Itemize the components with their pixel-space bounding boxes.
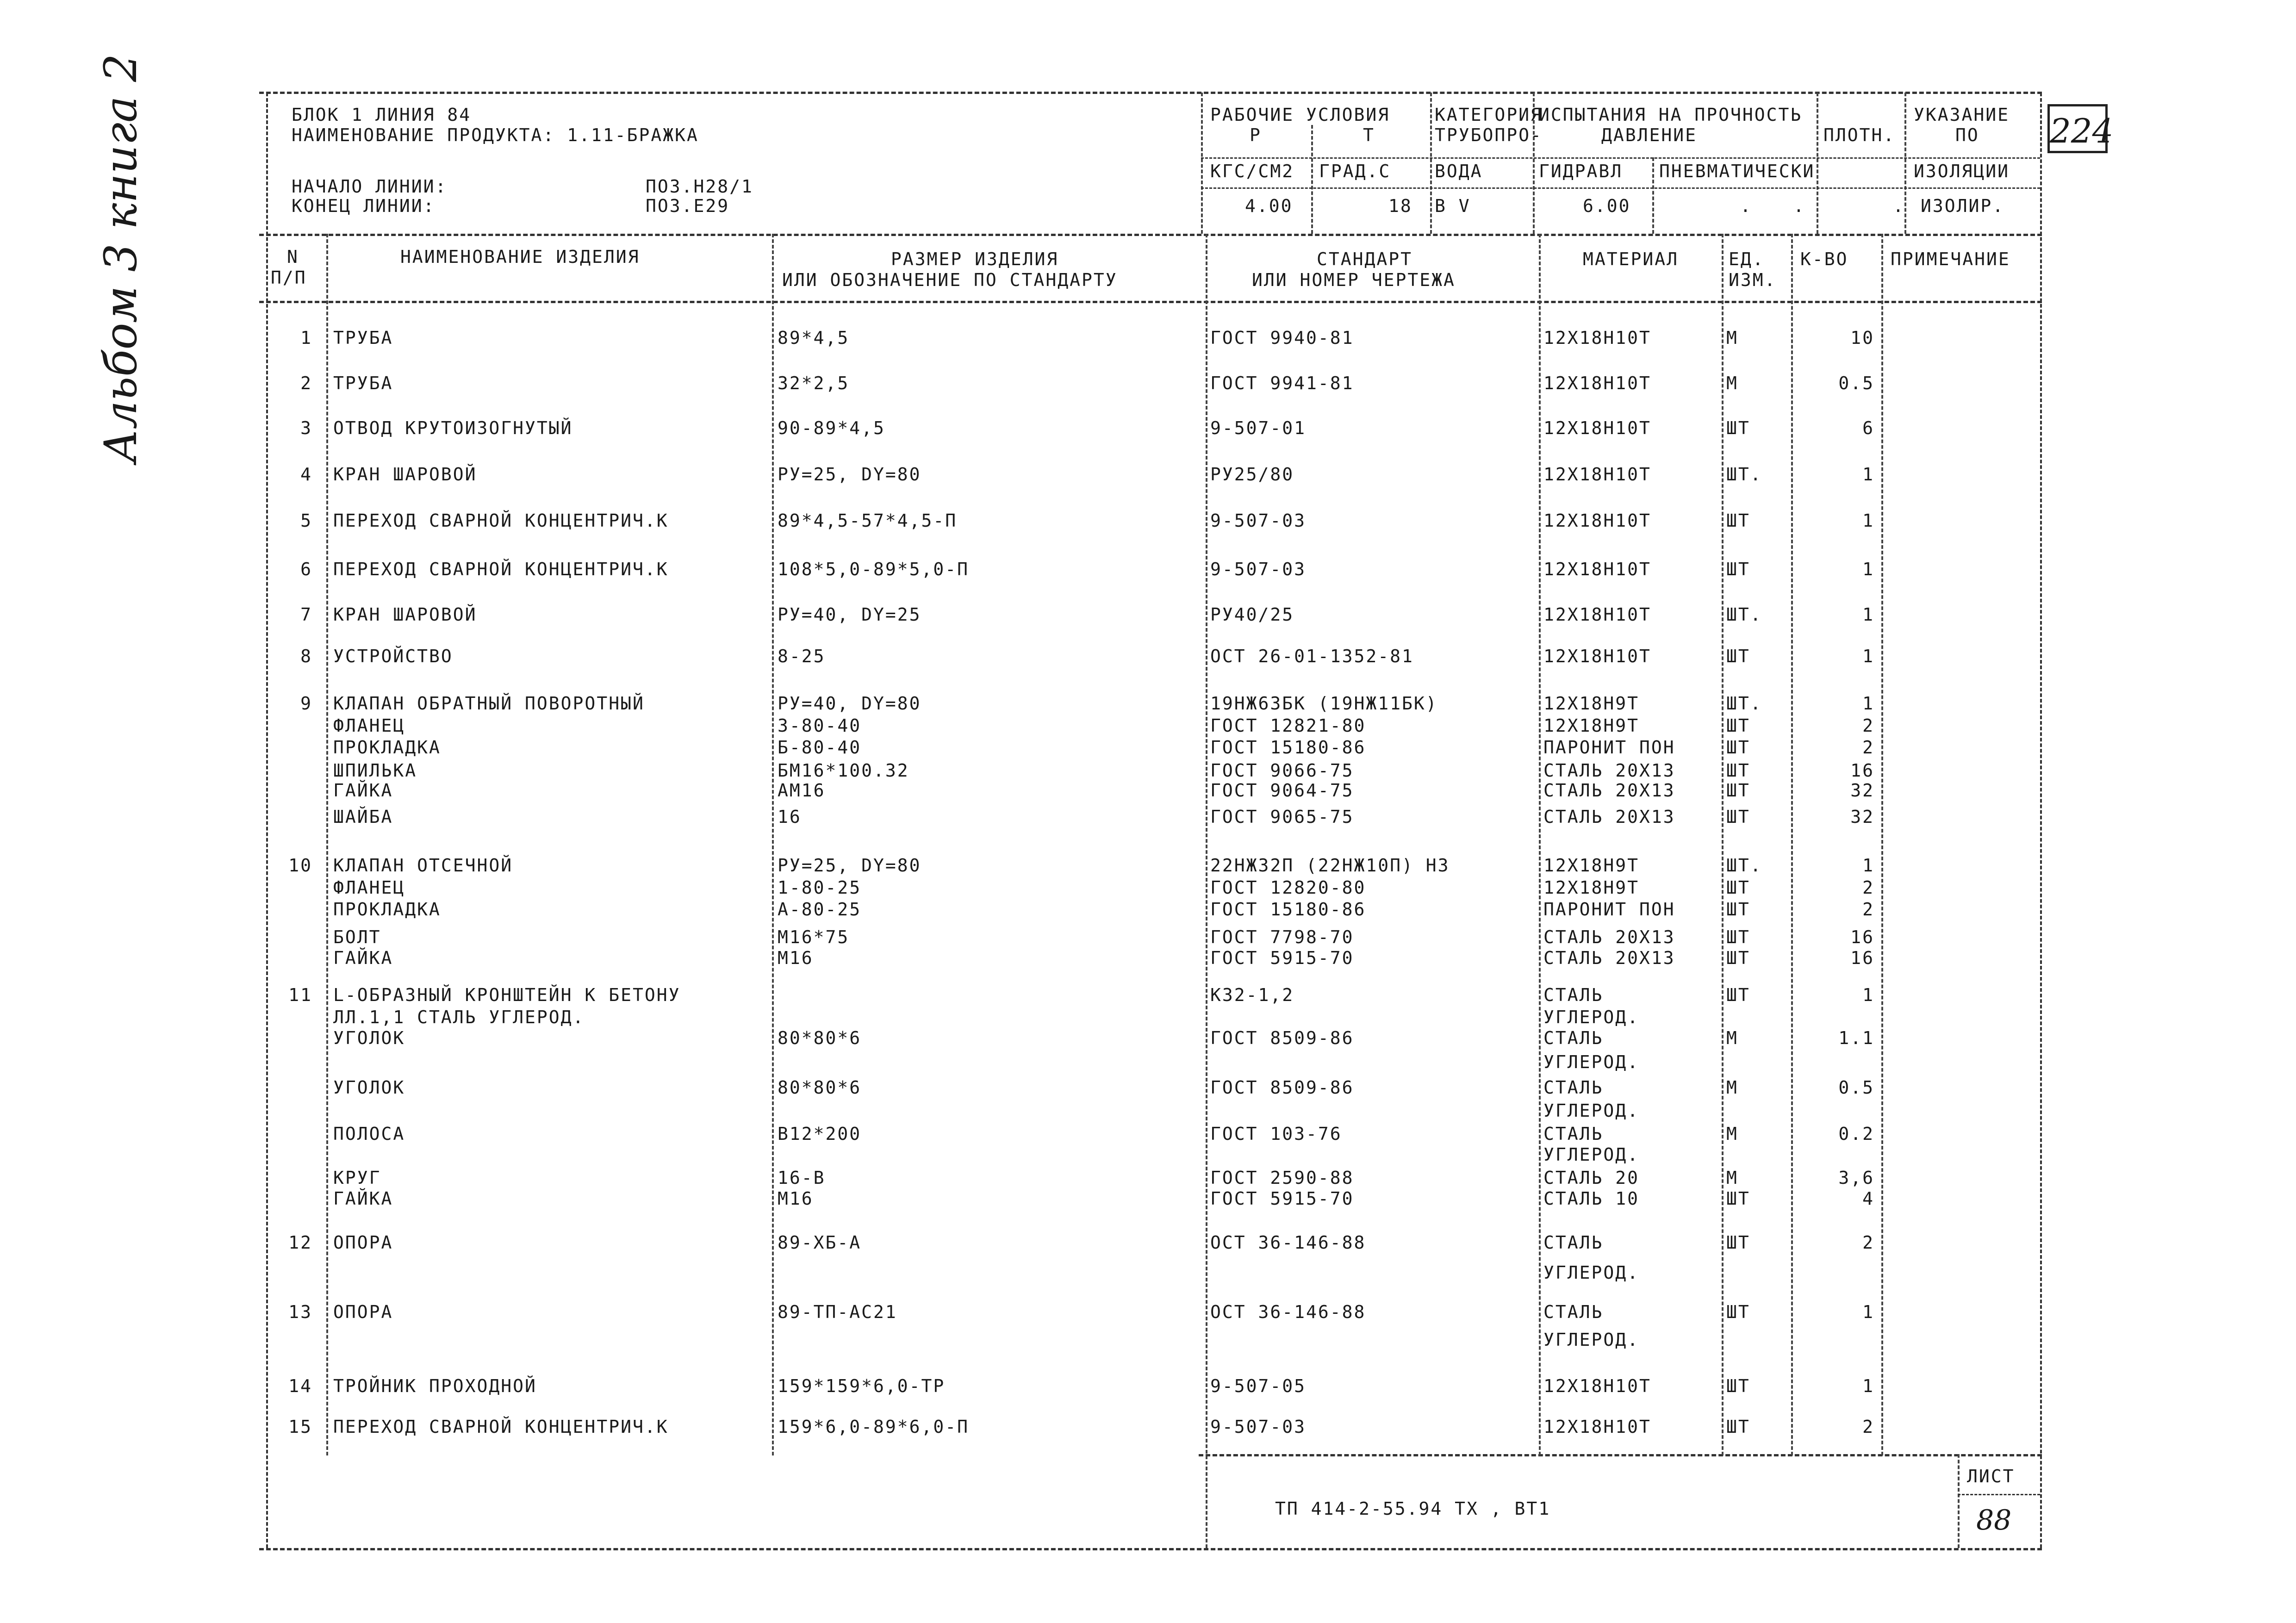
row-number: 13 xyxy=(288,1302,312,1322)
row-item-name: КРАН ШАРОВОЙ xyxy=(333,464,477,485)
row-size: 1-80-25 xyxy=(778,877,862,898)
row-size: РУ=40, DY=80 xyxy=(778,693,921,714)
row-material: 12Х18Н10Т xyxy=(1543,464,1651,485)
row-quantity: 2 xyxy=(1862,899,1874,920)
header-sep-2 xyxy=(259,301,2042,303)
insulation-title-1: УКАЗАНИЕ xyxy=(1914,105,2010,125)
row-standard: К32-1,2 xyxy=(1210,985,1294,1005)
block-line: БЛОК 1 ЛИНИЯ 84 xyxy=(292,105,472,125)
table-row xyxy=(0,878,2296,897)
table-row xyxy=(0,856,2296,875)
temperature-unit: ГРАД.С xyxy=(1319,161,1391,181)
row-standard: ОСТ 26-01-1352-81 xyxy=(1210,646,1414,666)
row-material: ПАРОНИТ ПОН xyxy=(1543,899,1675,920)
col-header-material: МАТЕРИАЛ xyxy=(1583,249,1679,269)
row-material: 12Х18Н10Т xyxy=(1543,1417,1651,1437)
row-size: 32*2,5 xyxy=(778,373,850,393)
table-row xyxy=(0,1125,2296,1143)
row-number: 3 xyxy=(300,418,312,438)
test-title-1: ИСПЫТАНИЯ НА ПРОЧНОСТЬ xyxy=(1539,105,1803,125)
row-quantity: 4 xyxy=(1862,1188,1874,1209)
row-unit: ШТ xyxy=(1726,1188,1750,1209)
row-unit: ШТ. xyxy=(1726,693,1762,714)
row-number: 2 xyxy=(300,373,312,393)
row-material: СТАЛЬ 20Х13 xyxy=(1543,807,1675,827)
document-designation: ТП 414-2-55.94 ТХ , ВТ1 xyxy=(1275,1499,1551,1519)
col-header-name: НАИМЕНОВАНИЕ ИЗДЕЛИЯ xyxy=(400,247,640,267)
test-title-2: ДАВЛЕНИЕ xyxy=(1601,125,1698,145)
row-size: А-80-25 xyxy=(778,899,862,920)
sheet-corner-number: 224 xyxy=(2047,104,2108,153)
line-end-label: КОНЕЦ ЛИНИИ: xyxy=(292,196,436,216)
row-item-name: ПЕРЕХОД СВАРНОЙ КОНЦЕНТРИЧ.К xyxy=(333,559,669,579)
table-row xyxy=(0,928,2296,946)
table-row xyxy=(0,1189,2296,1208)
row-material: СТАЛЬ xyxy=(1543,1124,1604,1144)
line-start-label: НАЧАЛО ЛИНИИ: xyxy=(292,176,448,197)
sheet-label: ЛИСТ xyxy=(1967,1466,2015,1486)
row-standard: ГОСТ 9941-81 xyxy=(1210,373,1354,393)
table-row xyxy=(0,1303,2296,1321)
row-material: 12Х18Н10Т xyxy=(1543,559,1651,579)
row-unit: М xyxy=(1726,1124,1738,1144)
row-material: 12Х18Н10Т xyxy=(1543,1376,1651,1396)
row-material: УГЛЕРОД. xyxy=(1543,1007,1640,1027)
row-item-name: ОПОРА xyxy=(333,1302,393,1322)
frame-top xyxy=(259,92,2042,94)
row-unit: М xyxy=(1726,328,1738,348)
table-row xyxy=(0,949,2296,967)
row-standard: ГОСТ 2590-88 xyxy=(1210,1168,1354,1188)
row-item-name: КРАН ШАРОВОЙ xyxy=(333,604,477,625)
table-row xyxy=(0,1377,2296,1395)
col-header-note: ПРИМЕЧАНИЕ xyxy=(1891,249,2010,269)
row-quantity: 0.2 xyxy=(1838,1124,1874,1144)
hydraulic-label: ГИДРАВЛ xyxy=(1539,161,1623,181)
row-material: ПАРОНИТ ПОН xyxy=(1543,737,1675,758)
category-title-2: ТРУБОПРО- xyxy=(1435,125,1543,145)
pneumatic-dot: . xyxy=(1740,196,1752,216)
pressure-label: Р xyxy=(1250,125,1262,145)
row-unit: М xyxy=(1726,373,1738,393)
row-quantity: 2 xyxy=(1862,1232,1874,1253)
category-medium: ВОДА xyxy=(1435,161,1483,181)
row-unit: ШТ. xyxy=(1726,604,1762,625)
table-row xyxy=(0,1078,2296,1097)
sheet-label-sep xyxy=(1958,1494,2040,1495)
row-item-name: ПРОКЛАДКА xyxy=(333,899,441,920)
hdr-hsep-work xyxy=(1201,157,2040,159)
row-size: 8-25 xyxy=(778,646,826,666)
row-size: 89*4,5-57*4,5-П xyxy=(778,510,958,531)
line-start-value: ПО3.Н28/1 xyxy=(646,176,753,197)
table-row xyxy=(0,1169,2296,1187)
table-row xyxy=(0,716,2296,735)
row-quantity: 1 xyxy=(1862,1376,1874,1396)
table-row xyxy=(0,900,2296,919)
row-size: 90-89*4,5 xyxy=(778,418,885,438)
col-header-std-2: ИЛИ НОМЕР ЧЕРТЕЖА xyxy=(1252,270,1456,290)
row-material: УГЛЕРОД. xyxy=(1543,1330,1640,1350)
row-material: 12Х18Н9Т xyxy=(1543,715,1640,736)
row-size: 16-В xyxy=(778,1168,826,1188)
col-header-size-2: ИЛИ ОБОЗНАЧЕНИЕ ПО СТАНДАРТУ xyxy=(782,270,1118,290)
row-standard: ГОСТ 8509-86 xyxy=(1210,1028,1354,1048)
album-note: Альбом 3 книга 2 xyxy=(95,54,147,463)
row-material: СТАЛЬ 20Х13 xyxy=(1543,780,1675,801)
pressure-value: 4.00 xyxy=(1245,196,1293,216)
pneumatic-dot-2: . xyxy=(1793,196,1805,216)
row-quantity: 1 xyxy=(1862,693,1874,714)
row-quantity: 1 xyxy=(1862,855,1874,876)
row-number: 7 xyxy=(300,604,312,625)
row-standard: ОСТ 36-146-88 xyxy=(1210,1302,1366,1322)
row-number: 5 xyxy=(300,510,312,531)
col-header-unit: ЕД. xyxy=(1729,249,1765,269)
row-item-name: ТРУБА xyxy=(333,328,393,348)
row-number: 15 xyxy=(288,1417,312,1437)
hdr-vsep-a xyxy=(1201,93,1203,234)
hdr-hsep-units xyxy=(1201,187,2040,189)
row-quantity: 1 xyxy=(1862,604,1874,625)
row-item-name: КЛАПАН ОТСЕЧНОЙ xyxy=(333,855,513,876)
row-number: 8 xyxy=(300,646,312,666)
insulation-title-2: ПО xyxy=(1955,125,1979,145)
row-item-name: ПЕРЕХОД СВАРНОЙ КОНЦЕНТРИЧ.К xyxy=(333,1417,669,1437)
table-row xyxy=(0,560,2296,578)
hdr-vsep-f xyxy=(1817,93,1818,234)
footer-sheet-sep xyxy=(1958,1454,1960,1548)
row-unit: ШТ xyxy=(1726,737,1750,758)
row-item-name: ОТВОД КРУТОИЗОГНУТЫЙ xyxy=(333,418,573,438)
row-unit: ШТ xyxy=(1726,1232,1750,1253)
row-size: РУ=40, DY=25 xyxy=(778,604,921,625)
table-row xyxy=(0,511,2296,530)
row-material: СТАЛЬ xyxy=(1543,1232,1604,1253)
row-unit: ШТ xyxy=(1726,780,1750,801)
row-quantity: 1 xyxy=(1862,464,1874,485)
row-item-name: ТРОЙНИК ПРОХОДНОЙ xyxy=(333,1376,537,1396)
hdr-vsep-c xyxy=(1430,93,1432,234)
header-sep-1 xyxy=(259,234,2042,236)
row-standard: 22НЖ32П (22НЖ10П) НЗ xyxy=(1210,855,1450,876)
row-material: СТАЛЬ 20Х13 xyxy=(1543,760,1675,781)
row-size: 80*80*6 xyxy=(778,1077,862,1098)
footer-sep xyxy=(1199,1454,2042,1456)
hdr-vsep-b xyxy=(1311,125,1313,234)
hdr-vsep-e xyxy=(1652,157,1654,234)
pneumatic-label: ПНЕВМАТИЧЕСКИ xyxy=(1659,161,1815,181)
row-size: 80*80*6 xyxy=(778,1028,862,1048)
table-row xyxy=(0,1233,2296,1252)
row-quantity: 2 xyxy=(1862,715,1874,736)
row-quantity: 3,6 xyxy=(1838,1168,1874,1188)
frame-bottom xyxy=(259,1548,2042,1550)
row-unit: ШТ xyxy=(1726,1376,1750,1396)
col-header-unit-2: ИЗМ. xyxy=(1729,270,1777,290)
row-material: 12Х18Н9Т xyxy=(1543,855,1640,876)
table-row xyxy=(0,329,2296,347)
row-quantity: 1 xyxy=(1862,510,1874,531)
row-item-name: ФЛАНЕЦ xyxy=(333,877,405,898)
row-size: Б-80-40 xyxy=(778,737,862,758)
row-size: БМ16*100.32 xyxy=(778,760,909,781)
col-header-std: СТАНДАРТ xyxy=(1317,249,1413,269)
row-material: 12Х18Н10Т xyxy=(1543,328,1651,348)
table-row xyxy=(0,465,2296,484)
row-unit: ШТ xyxy=(1726,646,1750,666)
row-quantity: 10 xyxy=(1850,328,1874,348)
row-number: 9 xyxy=(300,693,312,714)
density-title: ПЛОТН. xyxy=(1823,125,1896,145)
row-item-name: УСТРОЙСТВО xyxy=(333,646,453,666)
table-row xyxy=(0,419,2296,437)
row-size: 108*5,0-89*5,0-П xyxy=(778,559,970,579)
row-quantity: 1 xyxy=(1862,985,1874,1005)
row-item-name: ГАЙКА xyxy=(333,780,393,801)
row-unit: ШТ xyxy=(1726,715,1750,736)
insulation-title-3: ИЗОЛЯЦИИ xyxy=(1914,161,2010,181)
row-size: 16 xyxy=(778,807,802,827)
row-standard: ГОСТ 12820-80 xyxy=(1210,877,1366,898)
row-material: СТАЛЬ 20Х13 xyxy=(1543,927,1675,947)
row-quantity: 1 xyxy=(1862,646,1874,666)
row-number: 14 xyxy=(288,1376,312,1396)
row-standard: ГОСТ 5915-70 xyxy=(1210,1188,1354,1209)
table-row xyxy=(0,1145,2296,1164)
row-quantity: 2 xyxy=(1862,1417,1874,1437)
row-material: УГЛЕРОД. xyxy=(1543,1262,1640,1283)
row-quantity: 1 xyxy=(1862,1302,1874,1322)
col-header-num: N xyxy=(287,247,299,267)
row-unit: М xyxy=(1726,1028,1738,1048)
table-row xyxy=(0,738,2296,757)
row-item-name: ПОЛОСА xyxy=(333,1124,405,1144)
row-quantity: 1 xyxy=(1862,559,1874,579)
row-material: СТАЛЬ xyxy=(1543,1302,1604,1322)
temperature-label: Т xyxy=(1363,125,1375,145)
table-row xyxy=(0,647,2296,665)
row-item-name: УГОЛОК xyxy=(333,1077,405,1098)
row-standard: ОСТ 36-146-88 xyxy=(1210,1232,1366,1253)
row-unit: ШТ xyxy=(1726,877,1750,898)
row-size: М16*75 xyxy=(778,927,850,947)
row-quantity: 16 xyxy=(1850,760,1874,781)
row-standard: ГОСТ 103-76 xyxy=(1210,1124,1342,1144)
row-size: 159*159*6,0-ТР xyxy=(778,1376,946,1396)
work-conditions-title: РАБОЧИЕ УСЛОВИЯ xyxy=(1210,105,1390,125)
row-number: 6 xyxy=(300,559,312,579)
row-item-name: ОПОРА xyxy=(333,1232,393,1253)
row-number: 11 xyxy=(288,985,312,1005)
table-row xyxy=(0,1053,2296,1071)
row-number: 12 xyxy=(288,1232,312,1253)
line-end-value: ПО3.Е29 xyxy=(646,196,730,216)
row-item-name: ПРОКЛАДКА xyxy=(333,737,441,758)
row-standard: 9-507-03 xyxy=(1210,510,1307,531)
table-row xyxy=(0,1008,2296,1026)
row-standard: ГОСТ 12821-80 xyxy=(1210,715,1366,736)
row-size: РУ=25, DY=80 xyxy=(778,855,921,876)
row-unit: ШТ xyxy=(1726,1302,1750,1322)
table-row xyxy=(0,374,2296,392)
row-standard: ГОСТ 7798-70 xyxy=(1210,927,1354,947)
row-material: 12Х18Н10Т xyxy=(1543,510,1651,531)
row-size: В12*200 xyxy=(778,1124,862,1144)
category-value: В V xyxy=(1435,196,1471,216)
row-number: 10 xyxy=(288,855,312,876)
table-row xyxy=(0,1029,2296,1047)
row-quantity: 0.5 xyxy=(1838,1077,1874,1098)
row-size: 89-ТП-АС21 xyxy=(778,1302,897,1322)
row-material: 12Х18Н10Т xyxy=(1543,604,1651,625)
row-unit: ШТ xyxy=(1726,807,1750,827)
row-standard: 9-507-03 xyxy=(1210,559,1307,579)
row-standard: ГОСТ 9066-75 xyxy=(1210,760,1354,781)
row-unit: ШТ xyxy=(1726,899,1750,920)
row-item-name: ЛЛ.1,1 СТАЛЬ УГЛЕРОД. xyxy=(333,1007,585,1027)
row-item-name: БОЛТ xyxy=(333,927,381,947)
col-header-num-2: П/П xyxy=(271,267,307,288)
row-unit: ШТ xyxy=(1726,559,1750,579)
table-row xyxy=(0,808,2296,826)
row-item-name: ШПИЛЬКА xyxy=(333,760,417,781)
row-item-name: ФЛАНЕЦ xyxy=(333,715,405,736)
row-material: УГЛЕРОД. xyxy=(1543,1052,1640,1072)
row-item-name: ШАЙБА xyxy=(333,807,393,827)
table-row xyxy=(0,986,2296,1004)
row-material: СТАЛЬ xyxy=(1543,985,1604,1005)
product-name: НАИМЕНОВАНИЕ ПРОДУКТА: 1.11-БРАЖКА xyxy=(292,125,699,145)
row-material: СТАЛЬ 20 xyxy=(1543,1168,1640,1188)
row-material: 12Х18Н10Т xyxy=(1543,646,1651,666)
row-standard: ГОСТ 8509-86 xyxy=(1210,1077,1354,1098)
row-standard: 9-507-03 xyxy=(1210,1417,1307,1437)
row-unit: ШТ xyxy=(1726,510,1750,531)
row-size: 89-ХБ-А xyxy=(778,1232,862,1253)
col-header-size: РАЗМЕР ИЗДЕЛИЯ xyxy=(891,249,1059,269)
col-header-qty: К-ВО xyxy=(1800,249,1848,269)
row-size: 3-80-40 xyxy=(778,715,862,736)
row-item-name: УГОЛОК xyxy=(333,1028,405,1048)
density-dot: . xyxy=(1893,196,1905,216)
row-item-name: ГАЙКА xyxy=(333,948,393,968)
row-size: 159*6,0-89*6,0-П xyxy=(778,1417,970,1437)
row-size: М16 xyxy=(778,948,814,968)
row-size: 89*4,5 xyxy=(778,328,850,348)
row-standard: ГОСТ 5915-70 xyxy=(1210,948,1354,968)
row-quantity: 16 xyxy=(1850,927,1874,947)
row-size: М16 xyxy=(778,1188,814,1209)
table-row xyxy=(0,605,2296,624)
row-number: 1 xyxy=(300,328,312,348)
hydraulic-value: 6.00 xyxy=(1583,196,1631,216)
row-material: СТАЛЬ xyxy=(1543,1028,1604,1048)
row-material: 12Х18Н9Т xyxy=(1543,693,1640,714)
row-quantity: 0.5 xyxy=(1838,373,1874,393)
table-row xyxy=(0,781,2296,800)
row-item-name: КРУГ xyxy=(333,1168,381,1188)
row-unit: ШТ xyxy=(1726,985,1750,1005)
pressure-unit: КГС/СМ2 xyxy=(1210,161,1294,181)
row-size: РУ=25, DY=80 xyxy=(778,464,921,485)
row-number: 4 xyxy=(300,464,312,485)
row-material: СТАЛЬ xyxy=(1543,1077,1604,1098)
row-item-name: L-ОБРАЗНЫЙ КРОНШТЕЙН К БЕТОНУ xyxy=(333,985,681,1005)
temperature-value: 18 xyxy=(1388,196,1412,216)
row-unit: ШТ. xyxy=(1726,855,1762,876)
row-material: СТАЛЬ 10 xyxy=(1543,1188,1640,1209)
row-standard: 9-507-01 xyxy=(1210,418,1307,438)
row-standard: 19НЖ63БК (19НЖ11БК) xyxy=(1210,693,1438,714)
category-title-1: КАТЕГОРИЯ xyxy=(1435,105,1543,125)
row-unit: ШТ xyxy=(1726,948,1750,968)
row-quantity: 16 xyxy=(1850,948,1874,968)
row-material: 12Х18Н10Т xyxy=(1543,418,1651,438)
row-standard: 9-507-05 xyxy=(1210,1376,1307,1396)
row-unit: ШТ xyxy=(1726,1417,1750,1437)
row-material: УГЛЕРОД. xyxy=(1543,1101,1640,1121)
row-quantity: 32 xyxy=(1850,780,1874,801)
row-quantity: 6 xyxy=(1862,418,1874,438)
row-material: 12Х18Н9Т xyxy=(1543,877,1640,898)
table-row xyxy=(0,761,2296,780)
row-unit: ШТ xyxy=(1726,418,1750,438)
row-standard: ГОСТ 9065-75 xyxy=(1210,807,1354,827)
row-unit: М xyxy=(1726,1168,1738,1188)
row-unit: М xyxy=(1726,1077,1738,1098)
table-row xyxy=(0,1331,2296,1349)
table-row xyxy=(0,1263,2296,1282)
row-unit: ШТ xyxy=(1726,760,1750,781)
row-standard: РУ40/25 xyxy=(1210,604,1294,625)
table-row xyxy=(0,694,2296,713)
row-item-name: ТРУБА xyxy=(333,373,393,393)
row-standard: РУ25/80 xyxy=(1210,464,1294,485)
insulation-value: ИЗОЛИР. xyxy=(1921,196,2005,216)
row-quantity: 32 xyxy=(1850,807,1874,827)
row-item-name: ПЕРЕХОД СВАРНОЙ КОНЦЕНТРИЧ.К xyxy=(333,510,669,531)
row-unit: ШТ xyxy=(1726,927,1750,947)
row-material: УГЛЕРОД. xyxy=(1543,1144,1640,1165)
row-size: АМ16 xyxy=(778,780,826,801)
row-quantity: 2 xyxy=(1862,737,1874,758)
row-unit: ШТ. xyxy=(1726,464,1762,485)
table-row xyxy=(0,1418,2296,1436)
row-item-name: ГАЙКА xyxy=(333,1188,393,1209)
sheet-number: 88 xyxy=(1976,1504,2012,1536)
row-material: СТАЛЬ 20Х13 xyxy=(1543,948,1675,968)
row-item-name: КЛАПАН ОБРАТНЫЙ ПОВОРОТНЫЙ xyxy=(333,693,645,714)
row-material: 12Х18Н10Т xyxy=(1543,373,1651,393)
row-standard: ГОСТ 15180-86 xyxy=(1210,899,1366,920)
table-row xyxy=(0,1101,2296,1120)
row-quantity: 2 xyxy=(1862,877,1874,898)
row-quantity: 1.1 xyxy=(1838,1028,1874,1048)
row-standard: ГОСТ 9940-81 xyxy=(1210,328,1354,348)
row-standard: ГОСТ 15180-86 xyxy=(1210,737,1366,758)
row-standard: ГОСТ 9064-75 xyxy=(1210,780,1354,801)
